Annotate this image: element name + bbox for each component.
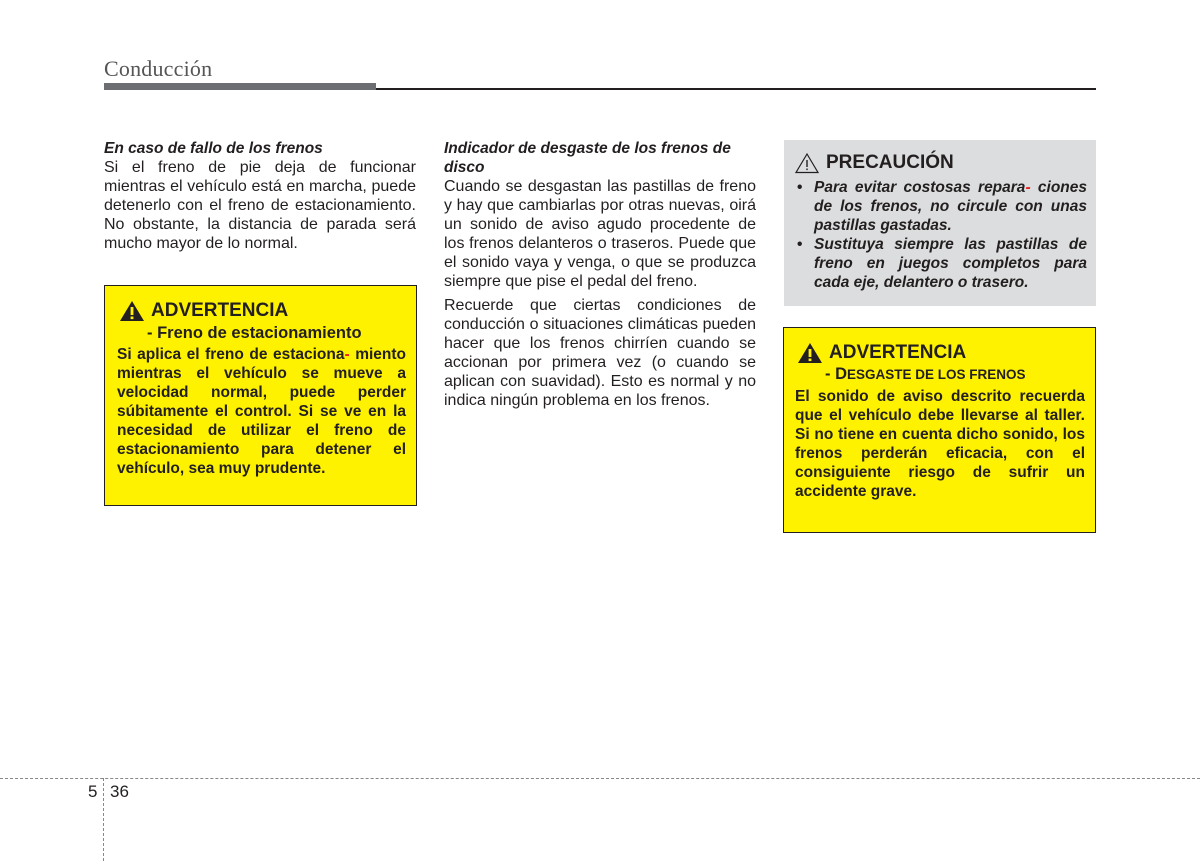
warning-box-brake-wear bbox=[783, 327, 1096, 533]
paragraph-wear-indicator-1: Cuando se desgastan las pastillas de freno y hay que cambiarlas por otras nuevas, oirá un sonido de aviso agudo procedente de los frenos delanteros o traseros. Puede que el sonido vaya y venga, o que se produzca siempre que pise el pedal del freno. bbox=[444, 178, 756, 290]
paragraph-wear-indicator-2: Recuerde que ciertas condiciones de conducción o situaciones climáticas pueden hacer que los frenos chirríen cuando se accionan por primera vez (o cuando se aplican con suavidad). Esto es normal y no indica ningún problema en los frenos. bbox=[444, 297, 756, 409]
paragraph-brake-failure: Si el freno de pie deja de funcionar mientras el vehículo está en marcha, puede detenerlo con el freno de estacionamiento. No obstante, la distancia de parada será mucho mayor de lo normal. bbox=[104, 159, 416, 252]
chapter-number: 5 bbox=[88, 782, 98, 801]
caution-item: • Para evitar costosas repara- ciones de los frenos, no circule con unas pastillas gastadas. bbox=[797, 179, 1088, 234]
section-subheading-wear-indicator: Indicador de desgaste de los frenos de disco bbox=[444, 140, 731, 176]
caution-list bbox=[794, 178, 1087, 292]
caution-icon bbox=[794, 152, 820, 174]
warning-icon bbox=[119, 300, 145, 322]
page-header-title: Conducción bbox=[104, 56, 213, 81]
header-rule-accent bbox=[104, 83, 376, 90]
column-left bbox=[104, 139, 416, 253]
footer-rule bbox=[0, 778, 1200, 779]
warning-box-parking-brake bbox=[104, 285, 417, 506]
caution-title: PRECAUCIÓN bbox=[826, 152, 954, 173]
footer-divider bbox=[103, 778, 104, 861]
warning-title: ADVERTENCIA bbox=[829, 342, 967, 363]
warning-title: ADVERTENCIA bbox=[151, 300, 289, 321]
section-subheading-brake-failure: En caso de fallo de los frenos bbox=[104, 140, 323, 157]
caution-box bbox=[784, 140, 1096, 306]
warning-body: Si aplica el freno de estaciona- miento mientras el vehículo se mueve a velocidad normal, puede perder súbitamente el control. Si se ve en la necesidad de utilizar el freno de estacionamiento para detener el vehículo, sea muy prudente. bbox=[117, 346, 406, 477]
page-number: 36 bbox=[110, 782, 129, 801]
caution-item: • Sustituya siempre las pastillas de freno en juegos completos para cada eje, delantero o trasero. bbox=[797, 236, 1087, 291]
column-middle bbox=[444, 139, 756, 410]
warning-icon bbox=[797, 342, 823, 364]
warning-body: El sonido de aviso descrito recuerda que el vehículo debe llevarse al taller. Si no tiene en cuenta dicho sonido, los frenos perderán eficacia, con el consiguiente riesgo de sufrir un accidente grave. bbox=[795, 388, 1085, 500]
warning-subtitle: - Freno de estacionamiento bbox=[147, 324, 362, 342]
warning-subtitle: - DESGASTE DE LOS FRENOS bbox=[825, 365, 1026, 383]
